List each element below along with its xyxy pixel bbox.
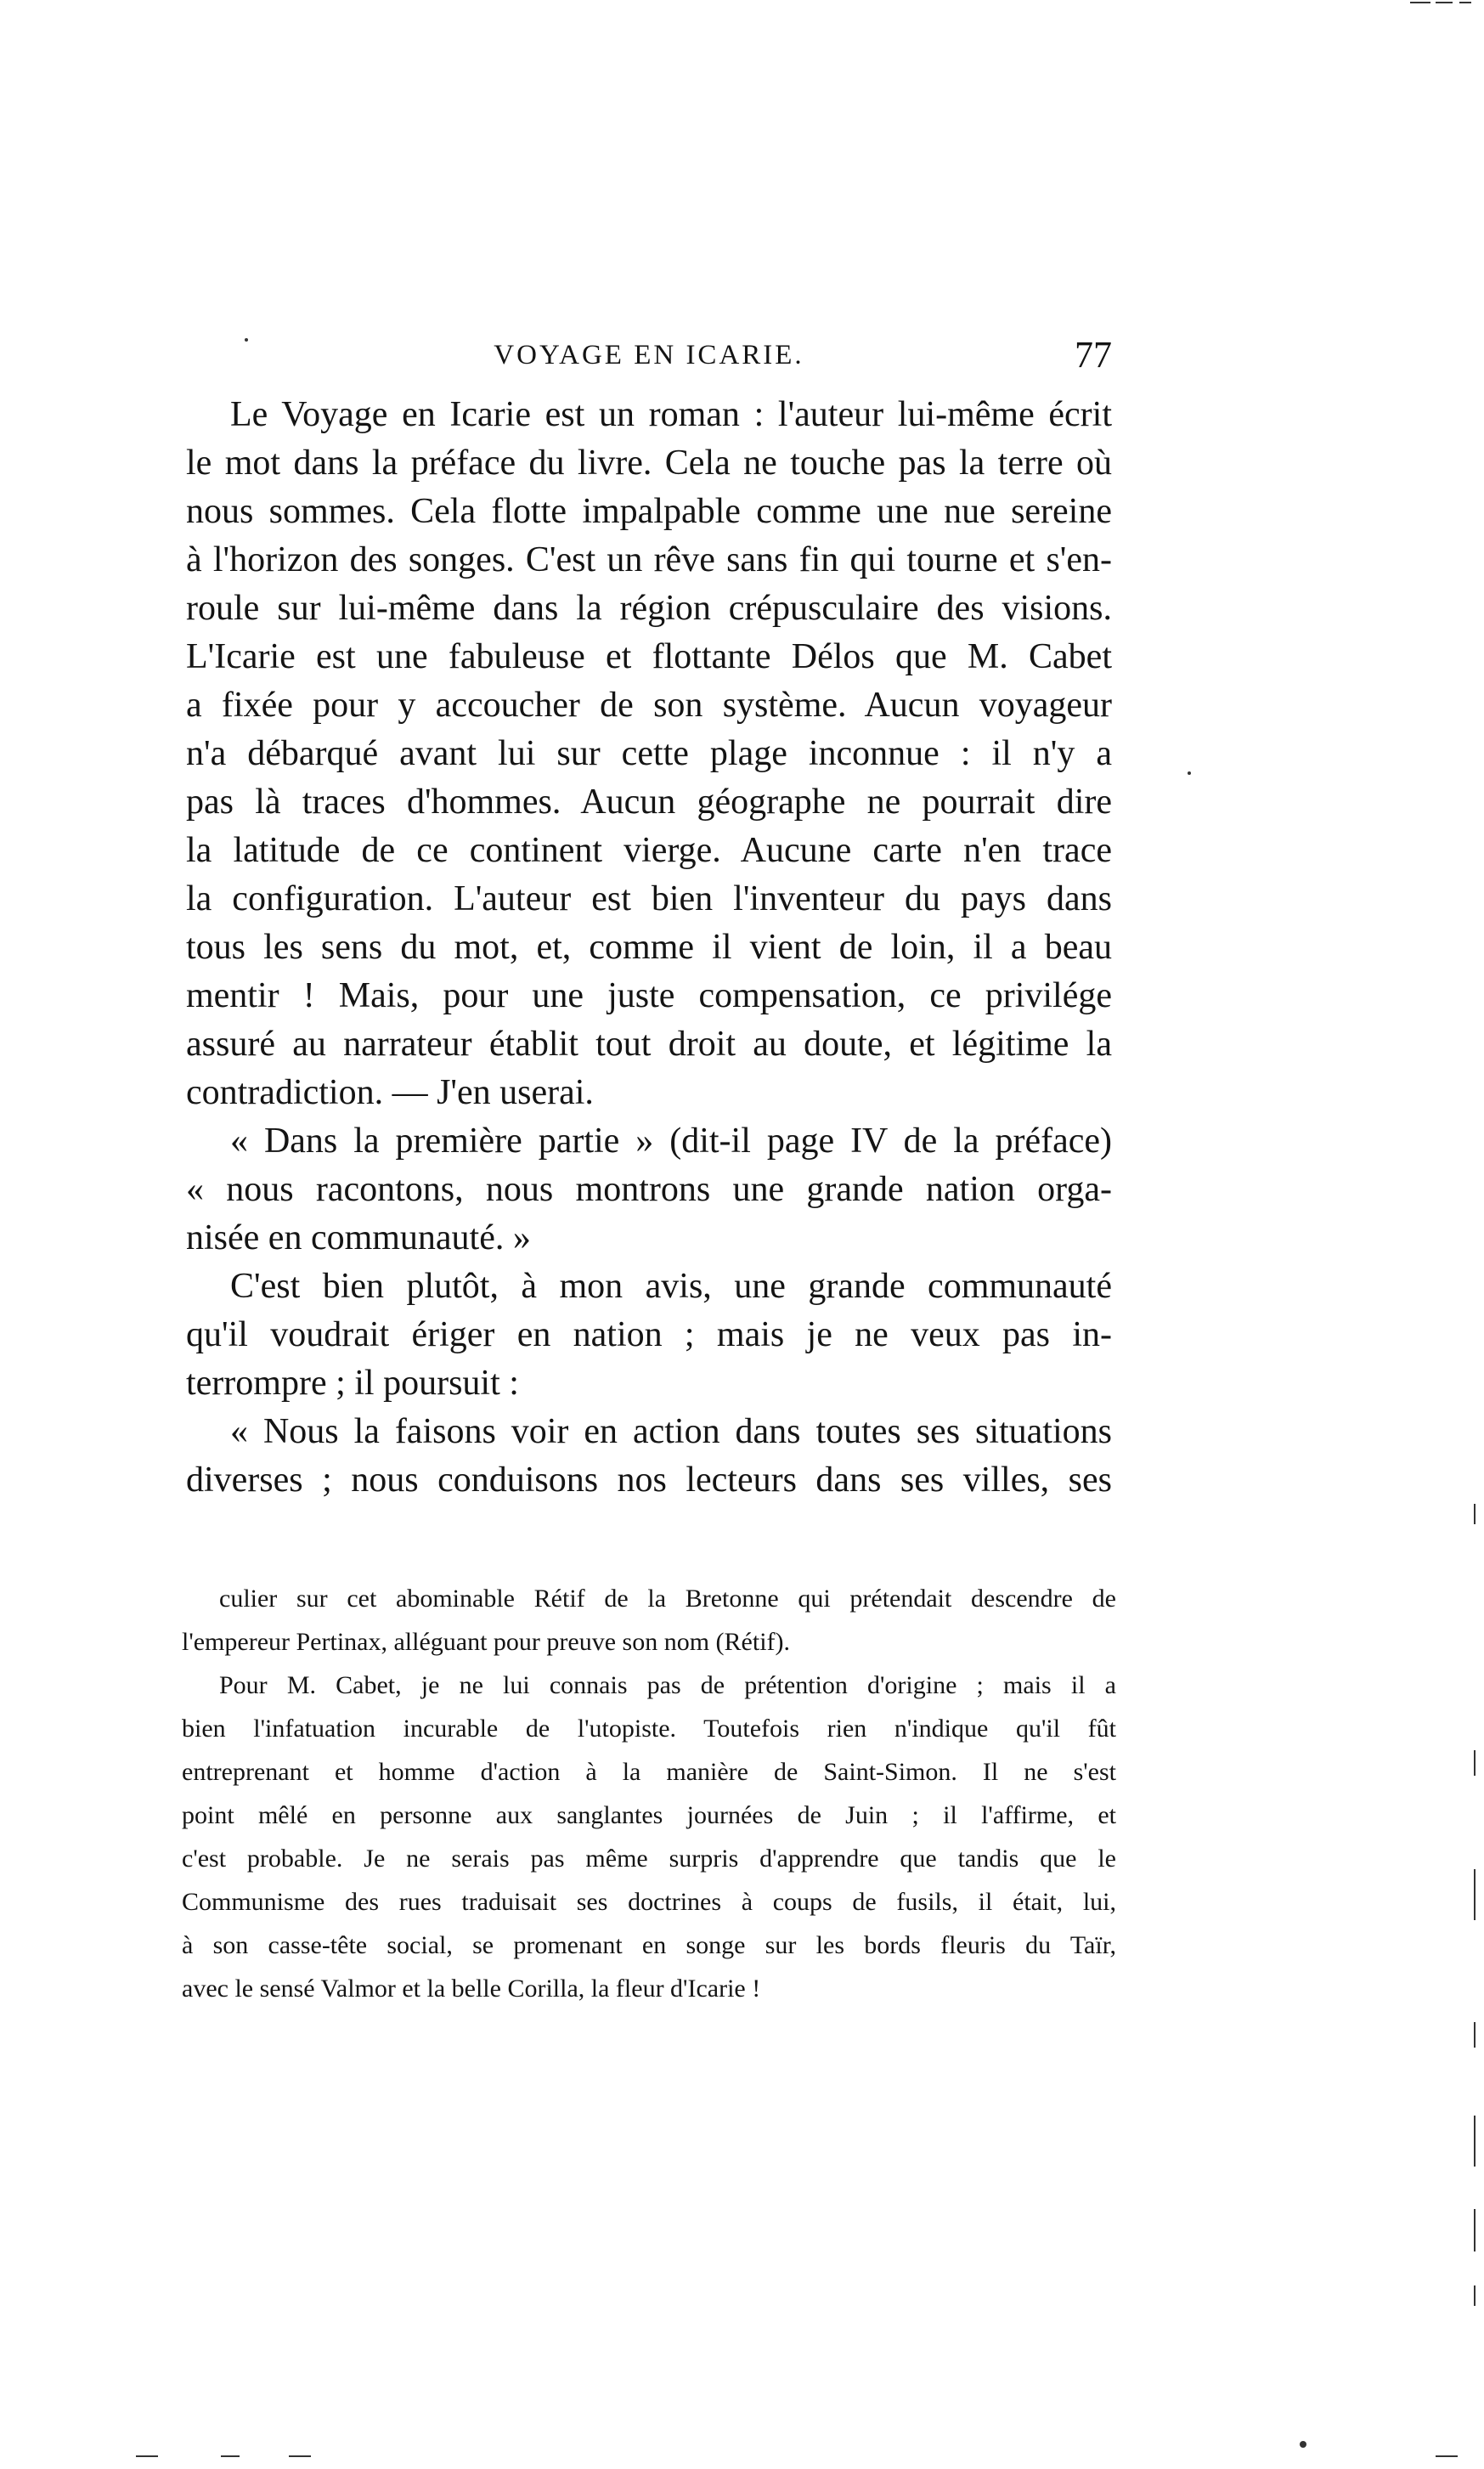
scan-mark [1410, 2, 1430, 3]
scan-mark [1474, 1750, 1476, 1776]
footnote-line: point mêlé en personne aux sanglantes journées de Juin ; il l'affirme, et [182, 1801, 1116, 1829]
running-head-title: VOYAGE EN ICARIE. [494, 340, 804, 370]
text-line: Le Voyage en Icarie est un roman : l'auteur lui-même écrit [230, 395, 1112, 434]
page-number: 77 [1075, 334, 1112, 376]
scan-mark [1474, 2116, 1476, 2167]
text-line: roule sur lui-même dans la région crépusculaire des visions. [186, 589, 1112, 628]
scan-mark [1436, 2455, 1458, 2457]
text-line: contradiction. — J'en userai. [186, 1073, 594, 1112]
text-line: nisée en communauté. » [186, 1218, 531, 1257]
footnote-line: l'empereur Pertinax, alléguant pour preuve son nom (Rétif). [182, 1628, 791, 1656]
text-line: le mot dans la préface du livre. Cela ne touche pas la terre où [186, 444, 1112, 483]
footnote-line: Communisme des rues traduisait ses doctrines à coups de fusils, il était, lui, [182, 1888, 1116, 1916]
running-head [186, 333, 1112, 381]
text-line: L'Icarie est une fabuleuse et flottante Délos que M. Cabet [186, 637, 1112, 676]
text-line: terrompre ; il poursuit : [186, 1364, 519, 1403]
scan-mark [1474, 2209, 1476, 2251]
text-line: « Nous la faisons voir en action dans toutes ses situations [230, 1412, 1112, 1451]
text-line: la configuration. L'auteur est bien l'inventeur du pays dans [186, 879, 1112, 918]
scan-mark [1474, 1869, 1476, 1920]
text-line: nous sommes. Cela flotte impalpable comme une nue sereine [186, 492, 1112, 531]
text-line: « Dans la première partie » (dit-il page IV de la préface) [230, 1122, 1112, 1161]
scan-mark [1436, 2, 1453, 3]
footnote-line: Pour M. Cabet, je ne lui connais pas de prétention d'origine ; mais il a [219, 1671, 1116, 1699]
text-line: « nous racontons, nous montrons une grande nation orga- [186, 1170, 1112, 1209]
footnote-line: à son casse-tête social, se promenant en songe sur les bords fleuris du Taïr, [182, 1931, 1116, 1959]
scan-mark [289, 2455, 311, 2457]
text-line: qu'il voudrait ériger en nation ; mais je ne veux pas in- [186, 1315, 1112, 1354]
footnote-line: bien l'infatuation incurable de l'utopiste. Toutefois rien n'indique qu'il fût [182, 1715, 1116, 1743]
scan-mark [1188, 771, 1191, 775]
text-line: assuré au narrateur établit tout droit au doute, et légitime la [186, 1025, 1112, 1064]
text-line: n'a débarqué avant lui sur cette plage inconnue : il n'y a [186, 734, 1112, 773]
main-text [186, 391, 1112, 1505]
scan-mark [1459, 2, 1471, 3]
scan-mark [1474, 1504, 1476, 1524]
text-line: la latitude de ce continent vierge. Aucune carte n'en trace [186, 831, 1112, 870]
text-line: a fixée pour y accoucher de son système. Aucun voyageur [186, 686, 1112, 725]
text-line: C'est bien plutôt, à mon avis, une grande communauté [230, 1267, 1112, 1306]
scan-mark [1474, 2285, 1476, 2306]
scan-mark [1300, 2441, 1306, 2448]
footnote-line: entreprenant et homme d'action à la manière de Saint-Simon. Il ne s'est [182, 1758, 1116, 1786]
scan-mark [221, 2455, 240, 2457]
footnote-line: culier sur cet abominable Rétif de la Bretonne qui prétendait descendre de [219, 1585, 1116, 1613]
scan-mark [1474, 2022, 1476, 2048]
text-line: mentir ! Mais, pour une juste compensation, ce privilége [186, 976, 1112, 1015]
scan-mark [136, 2455, 158, 2457]
footnote-line: c'est probable. Je ne serais pas même surpris d'apprendre que tandis que le [182, 1845, 1116, 1873]
text-line: pas là traces d'hommes. Aucun géographe ne pourrait dire [186, 783, 1112, 822]
text-line: tous les sens du mot, et, comme il vient de loin, il a beau [186, 928, 1112, 967]
text-line: à l'horizon des songes. C'est un rêve sans fin qui tourne et s'en- [186, 540, 1112, 579]
footnote-line: avec le sensé Valmor et la belle Corilla, la fleur d'Icarie ! [182, 1975, 761, 2003]
footnotes [182, 1577, 1116, 2010]
text-line: diverses ; nous conduisons nos lecteurs dans ses villes, ses [186, 1460, 1112, 1500]
